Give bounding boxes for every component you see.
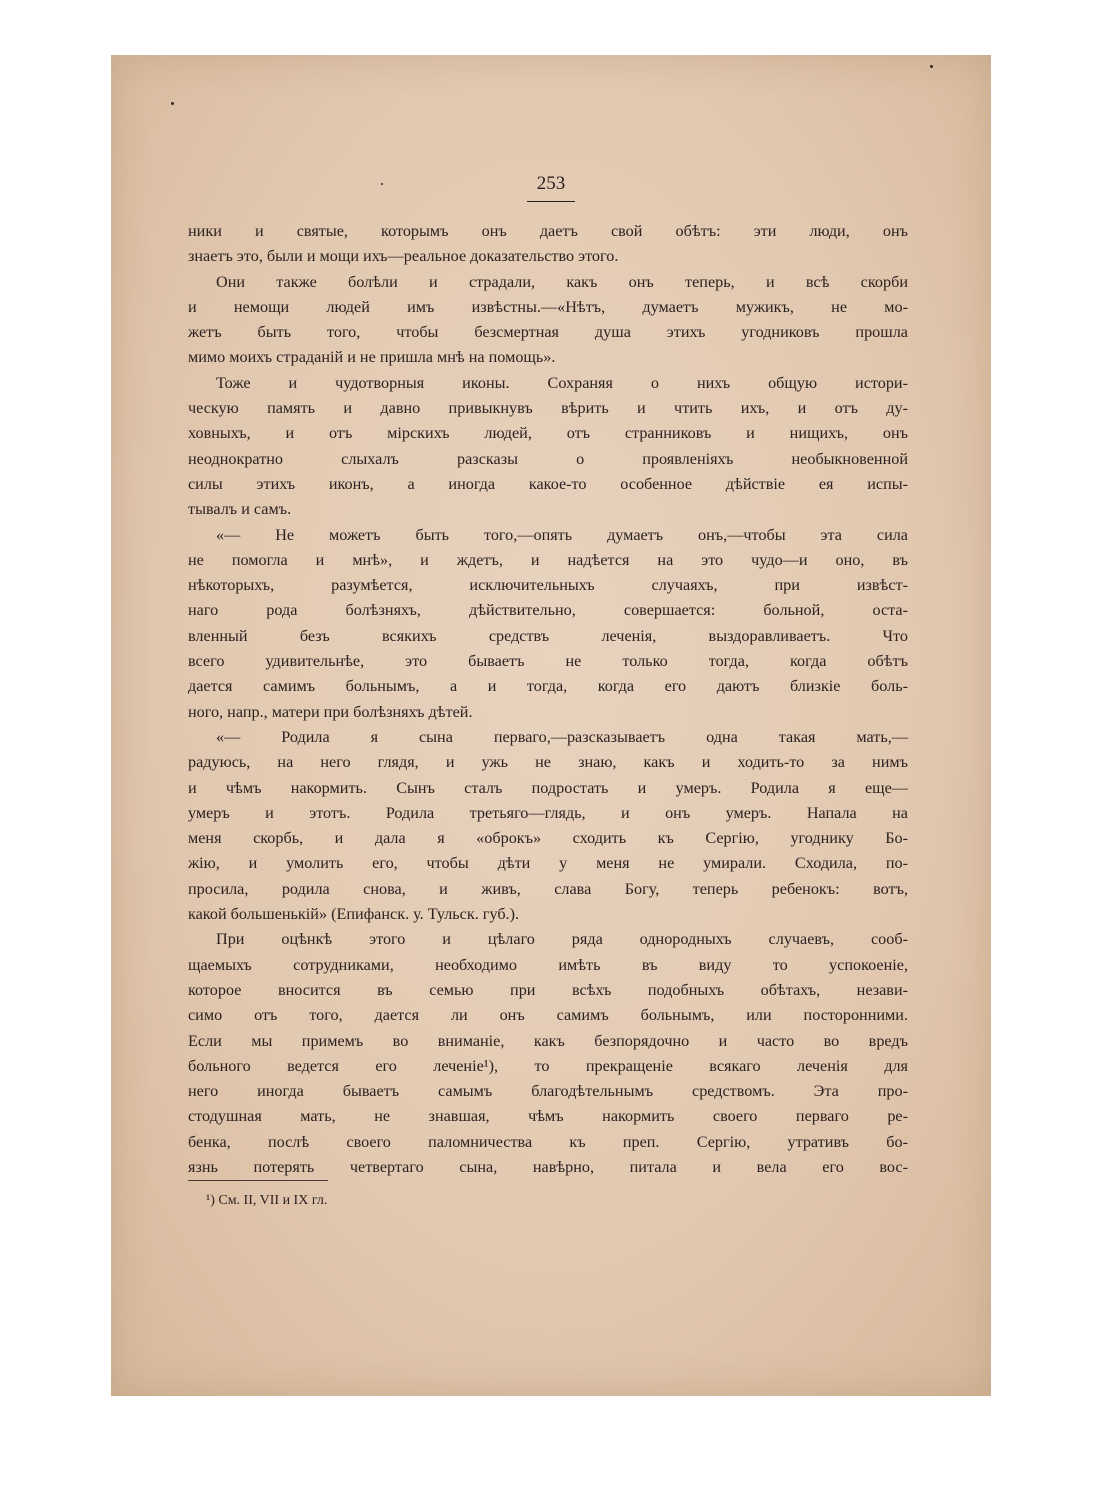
text-line: Если мы примемъ во вниманіе, какъ безпорядочно и часто во вредъ [188,1031,908,1050]
text-line: ного, напр., матери при болѣзняхъ дѣтей. [188,702,473,721]
text-line: вленный безъ всякихъ средствъ леченія, выздоравливаетъ. Что [188,626,908,645]
text-line: умеръ и этотъ. Родила третьяго—глядь, и онъ умеръ. Напала на [188,803,908,822]
text-line: радуюсь, на него глядя, и ужь не знаю, какъ и ходить-то за нимъ [188,753,908,772]
text-line: мимо моихъ страданій и не пришла мнѣ на помощь». [188,348,556,367]
dust-speck [930,65,933,68]
text-line: просила, родила снова, и живъ, слава Богу, теперь ребенокъ: вотъ, [188,879,908,898]
page-number [111,173,991,202]
text-line: «— Родила я сына перваго,—разсказываетъ одна такая мать,— [216,727,908,746]
text-line: жетъ быть того, чтобы безсмертная душа этихъ угодниковъ прошла [188,323,908,342]
text-line: тывалъ и самъ. [188,500,292,519]
text-line: симо отъ того, дается ли онъ самимъ больнымъ, или посторонними. [188,1006,908,1025]
text-line: Тоже и чудотворныя иконы. Сохраняя о нихъ общую истори- [216,373,908,392]
text-line: больного ведется его леченіе¹), то прекращеніе всякаго леченія для [188,1056,908,1075]
text-line: язнь потерять четвертаго сына, навѣрно, питала и вела его вос- [188,1157,908,1176]
text-line: не помогла и мнѣ», и ждетъ, и надѣется на это чудо—и оно, въ [188,550,908,569]
text-line: бенка, послѣ своего паломничества къ преп. Сергію, утративъ бо- [188,1132,908,1151]
text-line: и чѣмъ накормить. Сынъ сталъ подростать и умеръ. Родила я еще— [188,778,908,797]
text-line: стодушная мать, не знавшая, чѣмъ накормить своего перваго ре- [188,1107,908,1126]
footnote-divider [188,1180,328,1181]
text-line: Они также болѣли и страдали, какъ онъ теперь, и всѣ скорби [216,272,908,291]
text-line: неоднократно слыхалъ разсказы о проявленіяхъ необыкновенной [188,449,908,468]
text-line: дается самимъ больнымъ, а и тогда, когда его даютъ близкіе боль- [188,677,908,696]
text-line: силы этихъ иконъ, а иногда какое-то особенное дѣйствіе ея испы- [188,474,908,493]
text-line: и немощи людей имъ извѣстны.—«Нѣтъ, думаетъ мужикъ, не мо- [188,297,908,316]
text-line: наго рода болѣзняхъ, дѣйствительно, совершается: больной, оста- [188,601,908,620]
text-line: знаетъ это, были и мощи ихъ—реальное доказательство этого. [188,247,619,266]
text-line: жію, и умолить его, чтобы дѣти у меня не умирали. Сходила, по- [188,854,908,873]
text-line: какой большенькій» (Епифанск. у. Тульск. губ.). [188,905,520,924]
text-line: нѣкоторыхъ, разумѣется, исключительныхъ случаяхъ, при извѣст- [188,576,908,595]
text-line: щаемыхъ сотрудниками, необходимо имѣть въ виду то успокоеніе, [188,955,908,974]
text-line: ческую память и давно привыкнувъ вѣрить и чтить ихъ, и отъ ду- [188,399,908,418]
footnote: ¹) См. II, VII и IX гл. [206,1193,328,1208]
text-line: меня скорбь, и дала я «оброкъ» сходить къ Сергію, угоднику Бо- [188,829,908,848]
text-line: него иногда бываетъ самымъ благодѣтельнымъ средствомъ. Эта про- [188,1082,908,1101]
dust-speck [171,102,174,105]
scanned-page [111,55,991,1396]
page-number-value: 253 [527,173,576,202]
text-line: «— Не можетъ быть того,—опять думаетъ онъ,—чтобы эта сила [216,525,908,544]
text-line: которое вносится въ семью при всѣхъ подобныхъ обѣтахъ, незави- [188,980,908,999]
text-line: При оцѣнкѣ этого и цѣлаго ряда однородныхъ случаевъ, сооб- [216,930,908,949]
text-line: ховныхъ, и отъ мірскихъ людей, отъ странниковъ и нищихъ, онъ [188,424,908,443]
body-text [188,219,908,1180]
text-line: всего удивительнѣе, это бываетъ не только тогда, когда обѣтъ [188,652,908,671]
text-line: ники и святые, которымъ онъ даетъ свой обѣтъ: эти люди, онъ [188,222,908,240]
